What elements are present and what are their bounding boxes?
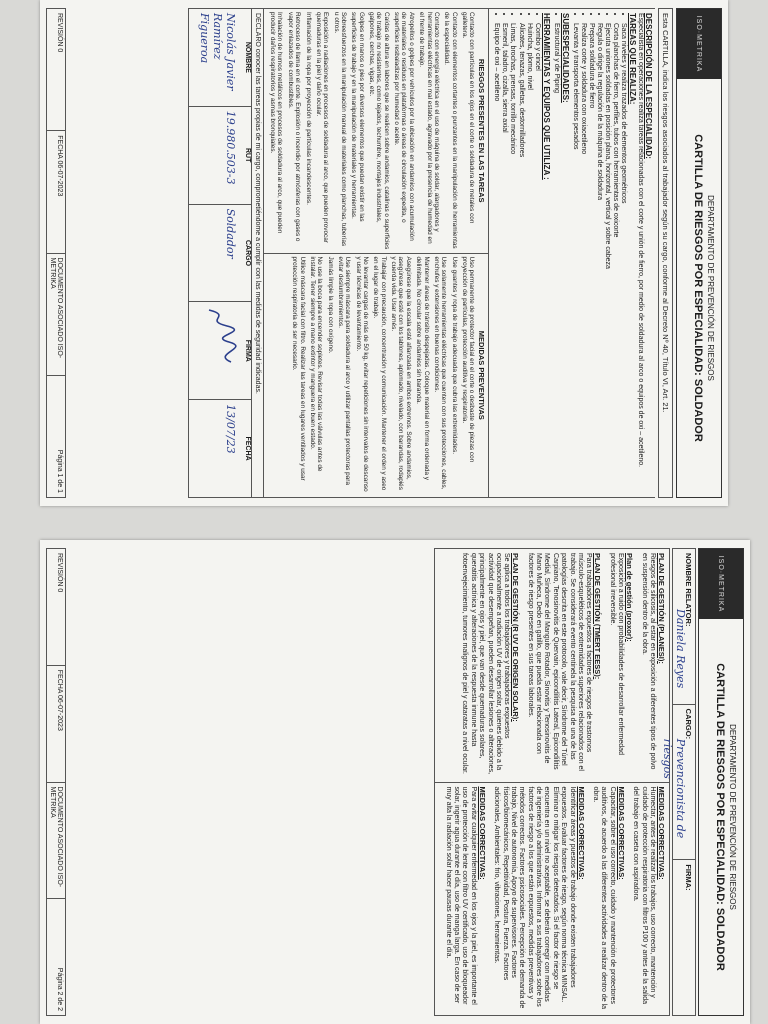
plan-title: PLAN DE GESTIÓN (TMERT EESS): — [593, 553, 603, 680]
measure-item: Uso permanente de protector facial en el corte o desbaste de piezas con proyección de partículas, protección auditiva y respiratoria. — [460, 256, 476, 463]
footer-revision: REVISIÓN 0 — [47, 9, 65, 131]
list-item: • Esmeril, taladro, cizalla, sierra axial — [500, 23, 508, 493]
risks-column-header: RIESGOS PRESENTES EN LAS TAREAS — [477, 58, 487, 203]
description-text: Especialista en operaciones realiza tareas relacionadas con el corte y unión de fierro, por medio de soldadura al arco o equipos de oxi – acetileno. — [637, 13, 644, 468]
list-item: • Equipo de oxi – acetileno — [492, 23, 500, 493]
list-item: • Levanta y transporta elementos pesados — [571, 23, 579, 493]
handwritten-rut: 19.980.503-3 — [223, 110, 237, 185]
department-label: DEPARTAMENTO DE PREVENCIÓN DE RIESGOS — [728, 724, 737, 910]
measures-column — [264, 253, 489, 498]
company-logo: ISO·METRIKA — [677, 9, 721, 79]
rut-header: RUT — [243, 148, 251, 163]
measure-item: Trabajar con precaución, concentración y comunicación. Mantener el orden y aseo en el lugar de trabajo. — [372, 256, 387, 491]
relator-label: NOMBRE RELATOR: — [684, 553, 693, 627]
measure-title: MEDIDAS CORRECTIVAS: — [657, 786, 666, 880]
subspecialties-title: SUBESPECIALIDADES: — [560, 13, 570, 103]
tasks-title: TAREAS QUE REALIZA: — [628, 13, 637, 105]
measure-text: Humectar, antes de realizar los trabajos, uso correcto, mantención y cuidado de protección respiratoria con filtros P100 y antes de la salida del trabajo en caseta con aspiradora. — [632, 786, 656, 1005]
name-cell — [189, 9, 251, 107]
list-item: • Limas, brochas, prensas, torrillo mecánico — [508, 23, 516, 493]
relator-cell — [673, 549, 695, 705]
page-title: CARTILLA DE RIESGOS POR ESPECIALIDAD: SOLDADOR — [714, 663, 726, 971]
page-1-content — [40, 0, 728, 506]
footer-page: Página 1 de 1 — [56, 449, 63, 493]
page-1-header — [676, 8, 722, 498]
risk-table — [263, 8, 489, 498]
handwritten-date: 13/07/23 — [223, 404, 237, 454]
list-item: • Estructural y de Piping — [552, 23, 560, 493]
measure-item: No levantar cargas de más de 50 kg, evitar repeticiones sin intervalos de descanso y usar técnicas de levantamiento. — [354, 256, 370, 492]
risk-item: Sobreesfuerzos en la manipulación manual de materiales como planchas, tuberías u otros. — [332, 12, 347, 247]
tools-list — [492, 23, 540, 493]
cargo-label: CARGO: — [684, 708, 693, 740]
risk-item: Exposición a radiaciones en procesos de soldadura al arco, que pueden provocar quemaduras en la piel y daño ocular. — [314, 12, 330, 243]
page-title: CARTILLA DE RIESGOS POR ESPECIALIDAD: SOLDADOR — [692, 134, 704, 442]
measures-column-header: MEDIDAS PREVENTIVAS — [477, 330, 487, 420]
measure-item: Asegúrese que la escala esté afianzada en ambos extremos. Sobre andamios, asegúrese que esté con los tablones, aplomado, nivelado, con barandas, rodapiés y cuerda vida. Usar arnés. — [390, 256, 412, 490]
risks-column — [264, 9, 489, 253]
list-item: • Corta planchas de fierro, perfiles, tubos con herramientas de oxicorte — [611, 23, 619, 493]
risk-item: Retroceso de llama en el corte. Explosión o incendio por atmósferas con gases o vapor enlazados de combustibles. — [286, 12, 302, 242]
list-item: • Ejecuta uniones soldadas en posición plana, horizontal, vertical y sobre cabeza — [603, 23, 611, 493]
signature-header: FIRMA — [243, 339, 251, 362]
measure-item: Use siempre máscara para soldadura al arco y utilizar pantallas protectoras para evitar deslumbramientos. — [336, 256, 352, 485]
department-label: DEPARTAMENTO DE PREVENCIÓN DE RIESGOS — [706, 195, 715, 381]
tasks-list — [571, 23, 627, 493]
risk-item: Contacto con elementos cortantes o punzantes en la manipulación de herramientas de la especialidad. — [443, 12, 458, 249]
plans-column — [435, 549, 669, 782]
handwritten-relator: Daniela Reyes — [674, 609, 687, 689]
page-2-header — [698, 548, 744, 1016]
footer-date: FECHA 06-07-2023 — [47, 131, 65, 253]
plan-title: PLAN DE GESTIÓN (R UV DE ORIGEN SOLAR): — [511, 553, 521, 722]
description-section — [488, 8, 655, 498]
risk-item: Contacto con energía eléctrica en el uso de máquina de soldar, alargadores y herramientas eléctricas en mal estado, agravado por la presencia de humedad en el frente de trabajo. — [418, 12, 440, 244]
list-item: • Regula o dirige la regulación de la máquina de soldadura — [595, 23, 603, 493]
corrective-measures-column — [435, 782, 669, 1016]
plan-title: Plan de gestión (proxor): — [625, 553, 635, 642]
measure-text: Para evitar cualquier enfermedad en los ojos y la piel, es importante el uso de protección de lente con filtro UV certificado, uso de bloqueador solar, ingerir agua durante el día, uso de manga larga. En caso de ser muy alta la radiación solar hacer pausas durante el día. — [444, 786, 477, 1005]
page-2-footer — [46, 548, 66, 1016]
plan-text: Para trabajadores expuestos a factores de riesgos de trastornos músculo-esqueléticos de extremidades superiores relacionados con el trabajo. Se considerará evento centinela la pesquisa de una de las patologías descrita en este protocolo, vale decir, Síndrome del Túnel Carpiano, Tenosinovitis de Quervain, epicondilitis Lateral, Epicondilitis Medial, Síndrome del Manguito Rotador, Sinovitis y Tenosinovitis de Mano Muñeca, Dedo en gatillo, que pueda estar relacionada con factores de riesgo presentes en sus tareas laborales. — [526, 553, 593, 771]
role-cell — [189, 205, 251, 303]
firma-label: FIRMA: — [684, 864, 693, 891]
measure-item: No use la boca para encender sopletes. Revisar todas las válvulas antes de instalar. Tener siempre a mano extintor y manguera en buen estado. — [308, 256, 324, 472]
name-header: NOMBRE — [243, 41, 251, 73]
measure-title: MEDIDAS CORRECTIVAS: — [616, 786, 626, 880]
date-cell — [189, 400, 251, 497]
risk-item: Atropellos o golpes por vehículos por la ubicación en andamios con acumulación de materiales o residuos en plataformas o áreas de circulación expedita, o superficies resbaladizas por humedad o aceite. — [393, 12, 415, 241]
signature-cell — [189, 302, 251, 400]
document-page-1 — [40, 0, 728, 506]
measure-item: Use solamente herramientas eléctricas que cuenten con sus protecciones, cables, enchufes y extensiones en buenas condiciones. — [432, 256, 448, 490]
plan-text: Se aplica a todos los trabajadores y trabajadoras expuestos ocupacionalmente a radiación UV de origen solar, quienes debido a la actividad que desempeñan, pueden desarrollar lesiones o alteraciones, principalmente en ojos y piel, que van desde quemaduras solares, queratitis actínica y alteraciones de la respuesta inmune hasta fotoenvejecimiento, tumores malignos de piel y cataratas a nivel ocular. — [461, 553, 511, 775]
subspecialties-list — [552, 23, 560, 493]
risk-item: Contacto con partículas en los ojos en el corte o soldadura de metales con galletera. — [460, 12, 476, 224]
list-item: • Saca niveles y realiza trazados de elementos geométricos — [619, 23, 627, 493]
cargo-cell — [661, 705, 695, 861]
footer-date: FECHA 06-07-2023 — [47, 666, 65, 783]
signature-scribble — [201, 306, 237, 366]
document-page-2 — [40, 540, 750, 1024]
list-item: • Alicates, tenazas, galletas, destornilladores — [516, 23, 524, 493]
declaration-text: DECLARO conocer las tareas propias de mi cargo, comprometiéndome a cumplir con las medidas de seguridad indicadas. — [251, 8, 263, 498]
description-title: DESCRIPCIÓN DE LA ESPECIALIDAD: — [644, 13, 653, 159]
company-logo: ISO·METRIKA — [699, 549, 743, 619]
footer-page: Página 2 de 2 — [56, 967, 63, 1011]
measure-item: Utilice máscara facial con filtro. Realizar las tareas en lugares ventilados y usar protección respiratoria de ser necesario. — [291, 256, 306, 481]
intro-text: Esta CARTILLA, indica los riesgos asociados al trabajador según su cargo, conforme al Decreto Nº 40, Título VI, Art. 21. — [658, 8, 673, 498]
page-2-content — [40, 540, 750, 1024]
plan-text: Exposición a ruido con probabilidades de desarrollar enfermedad profesional irreversible. — [608, 553, 625, 755]
list-item: • Combo y cincel — [533, 23, 541, 493]
list-item: • Huincha, plomo, nivel — [525, 23, 533, 493]
footer-revision: REVISIÓN 0 — [47, 549, 65, 666]
measure-text: Capacitar, sobre el uso correcto, cuidado y mantención de protectores auditivos, de acuerdo a las diferentes actividades a realizar dentro de la obra. — [592, 786, 616, 1010]
risk-item: Inflamación de la ropa por proyección de partículas incandescentes. — [304, 12, 312, 205]
plan-text: Riesgos de silicosis, al estar en exposición a diferentes tipos de polvo en suspensión dentro de la obra. — [640, 553, 656, 770]
footer-document: DOCUMENTO ASOCIADO ISO-METRIKA — [47, 783, 65, 900]
tools-title: HERRAMIENTAS Y EQUIPOS QUE UTILIZA : — [541, 13, 551, 180]
risk-item: Golpes en manos o pies por diversos elementos que puedan existir en las superficies de trabajo y en la manipulación de materiales y herramientas. — [350, 12, 365, 222]
date-header: FECHA — [243, 436, 251, 461]
measure-title: MEDIDAS CORRECTIVAS: — [576, 786, 586, 880]
page-1-footer — [46, 8, 66, 498]
risk-item: Caídas de altura en labores que se realicen sobre andamios, catalinas o superficies de trabajo no resistentes, como tejados, techumbre, montajes industriales, galpones, cerchas, vigas, etc. — [368, 12, 390, 250]
measure-item: Mantener áreas de tránsito despejadas. Coloque material en forma ordenada y delimitada. No circular sobre andamios sin baranda. — [415, 256, 430, 480]
handwritten-cargo: Prevencionista de riesgos — [661, 738, 687, 839]
firma-cell — [673, 860, 695, 1015]
list-item: • Realiza corte y soldadura con oxiacetileno — [579, 23, 587, 493]
rut-cell — [189, 107, 251, 205]
measure-item: Jamás limpie la ropa con oxígeno. — [326, 256, 334, 354]
measure-item: Use guantes y ropa de trabajo adecuada que cubra las extremidades. — [450, 256, 458, 455]
handwritten-role: Soldador — [223, 208, 237, 259]
plan-title: PLAN DE GESTIÓN (PLANESI): — [657, 553, 666, 664]
measure-title: MEDIDAS CORRECTIVAS: — [477, 786, 487, 880]
signature-table — [188, 8, 251, 498]
role-header: CARGO — [243, 239, 251, 267]
plans-table — [434, 548, 670, 1016]
list-item: • Prepara soldadura de fierro — [587, 23, 595, 493]
risk-item: Inhalación de humos metálicos en procesos de soldadura al arco, que pueden producir daños respiratorios y asmas bronquiales. — [269, 12, 284, 234]
measure-text: Identificar áreas y puestos de trabajo donde existen trabajadores expuestos. Evaluar factores de riesgo, según norma técnica MINSAL. Eliminar o mitigar los riesgos detectados. Si el factor de riesgo se encuentra en un nivel no aceptable, se deberán corregir con medidas de ingeniería y/o administrativas. Informar a sus trabajadores sobre los factores de riesgo a los que están expuestos, medidas preventivas y métodos correctos. Factores psicosociales. Percepción de demanda de trabajo, Nivel de autonomía, Apoyo de supervisores. Factores físicos/biomecánicos, Repetitividad, Postura, Fuerza. Factores adicionales, Ambientales: frío, vibraciones, herramientas. — [493, 786, 576, 1009]
footer-document: DOCUMENTO ASOCIADO ISO-METRIKA — [47, 254, 65, 376]
handwritten-name: Nicolás Javier Ramírez Figueroa — [197, 13, 237, 91]
